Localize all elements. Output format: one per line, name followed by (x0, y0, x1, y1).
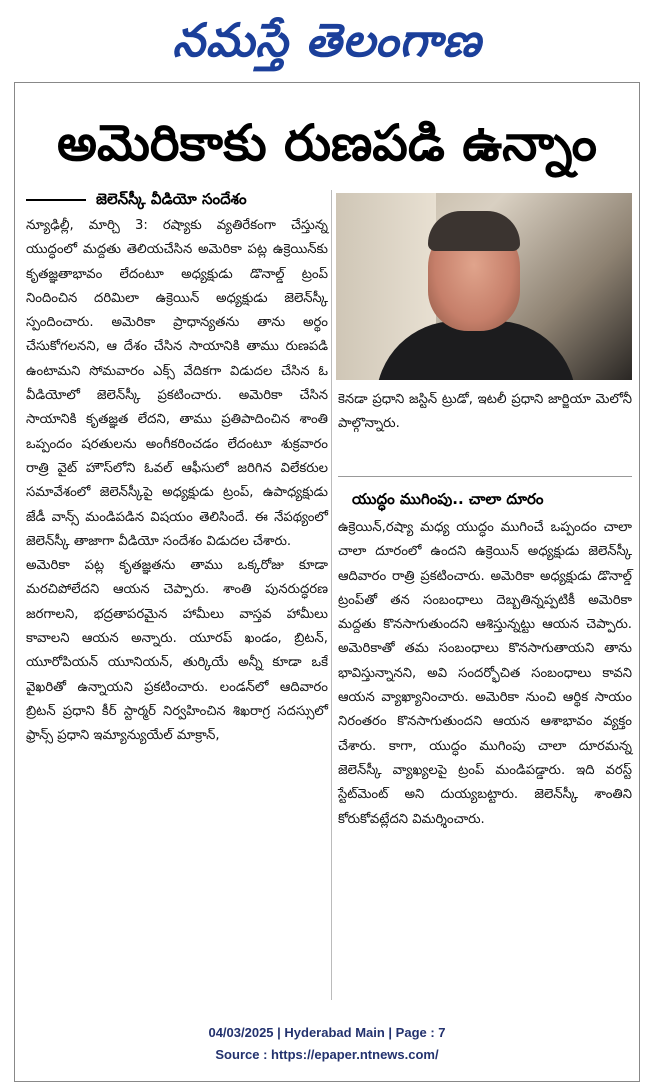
section-title: యుద్ధం ముగింపు.. చాలా దూరం (352, 490, 544, 508)
left-paragraph-1: న్యూఢిల్లీ, మార్చి 3: రష్యాకు వ్యతిరేకంగా చేస్తున్న యుద్ధంలో మద్దతు తెలియచేసిన అమెరికా పట్ల ఉక్రెయిన్‌కు కృతజ్ఞతాభావం లేదంటూ అధ్యక్షుడు డొనాల్డ్ ట్రంప్ నిందించిన దరిమిలా ఉక్రెయిన్ అధ్యక్షుడు జెలెన్‌స్కీ స్పందించారు. అమెరికా ప్రాధాన్యతను తాను అర్థం చేసుకోగలనని, ఆ దేశం చేసిన సాయానికి తాము రుణపడి ఉంటామని సోమవారం ఎక్స్ వేదికగా విడుదల చేసిన ఓ వీడియోలో జెలెన్‌స్కీ ప్రకటించారు. అమెరికా చేసిన సాయానికి కృతజ్ఞత లేదని, తాము ప్రతిపాదించిన శాంతి ఒప్పందం షరతులను అంగీకరించడం లేదంటూ శుక్రవారం రాత్రి వైట్ హౌస్‌లోని ఓవల్ ఆఫీసులో జరిగిన విలేకరుల సమావేశంలో జెలెన్‌స్కీపై అధ్యక్షుడు ట్రంప్, ఉపాధ్యక్షుడు జేడీ వాన్స్ మండిపడిన విషయం తెలిసిందే. ఈ నేపథ్యంలో జెలెన్‌స్కీ తాజాగా వీడియో సందేశం విడుదల చేశారు. (26, 218, 328, 549)
article-subhead: జెలెన్‌స్కీ వీడియో సందేశం (96, 190, 247, 208)
footer-date-edition: 04/03/2025 | Hyderabad Main | Page : 7 (208, 1025, 446, 1040)
article-photo (336, 193, 632, 380)
right-column-section (338, 516, 632, 832)
left-paragraph-2: అమెరికా పట్ల కృతజ్ఞతను తాము ఒక్కరోజు కూడా మరచిపోలేదని ఆయన చెప్పారు. శాంతి పునరుద్ధరణ జరగాలని, భద్రతాపరమైన హామీలు వాస్తవ హామీలు కావాలని ఆయన అన్నారు. యూరప్ ఖండం, బ్రిటన్, యూరోపియన్ యూనియన్, తుర్కియే అన్నీ కూడా ఒకే వైఖరితో ఉన్నాయని ప్రకటించారు. లండన్‌లో ఆదివారం బ్రిటన్ ప్రధాని కీర్ స్టార్మర్ నిర్వహించిన శిఖరాగ్ర సదస్సులో ఫ్రాన్స్ ప్రధాని ఇమ్యాన్యుయేల్ మాక్రాన్, (26, 558, 328, 744)
subhead-rule (26, 199, 86, 201)
page-footer (0, 1022, 654, 1066)
masthead-title: నమస్తే తెలంగాణ (172, 13, 482, 67)
right-paragraph-1: కెనడా ప్రధాని జస్టిన్ ట్రుడో, ఇటలీ ప్రధాని జార్జియా మెలోనీ పాల్గొన్నారు. (338, 392, 632, 432)
section-rule (338, 476, 632, 477)
section-paragraph-1: ఉక్రెయిన్,రష్యా మధ్య యుద్ధం ముగించే ఒప్పందం చాలా చాలా దూరంలో ఉందని ఉక్రెయిన్ అధ్యక్షుడు జెలెన్‌స్కీ ఆదివారం రాత్రి ప్రకటించారు. అమెరికా అధ్యక్షుడు డొనాల్డ్ ట్రంప్‌తో తన సంబంధాలు దెబ్బతిన్నప్పటికీ అమెరికా మద్దతు కొనసాగుతుందని ఆశిస్తున్నట్టు ఆయన చెప్పారు. అమెరికాతో తమ సంబంధాలు కొనసాగుతాయని తాను భావిస్తున్నానని, అవి సందర్భోచిత సంబంధాలు కావని ఆయన వ్యాఖ్యానించారు. అమెరికా నుంచి ఆర్థిక సాయం నిరంతరం కొనసాగుతుందని ఆయన ఆశాభావం వ్యక్తం చేశారు. కాగా, యుద్ధం ముగింపు చాలా దూరమన్న జెలెన్‌స్కీ వ్యాఖ్యలపై ట్రంప్ మండిపడ్డారు. ఇది వరస్ట్ స్టేట్‌మెంట్ అని దుయ్యబట్టారు. జెలెన్‌స్కీ శాంతిని కోరుకోవట్లేదని విమర్శించారు. (338, 520, 632, 827)
footer-source-link[interactable]: Source : https://epaper.ntnews.com/ (215, 1047, 439, 1062)
left-column (26, 214, 328, 749)
article-headline: అమెరికాకు రుణపడి ఉన్నాం (56, 114, 597, 172)
photo-person-hair (428, 211, 520, 251)
column-divider (331, 190, 332, 1000)
right-column-top (338, 388, 632, 437)
masthead (0, 0, 654, 80)
